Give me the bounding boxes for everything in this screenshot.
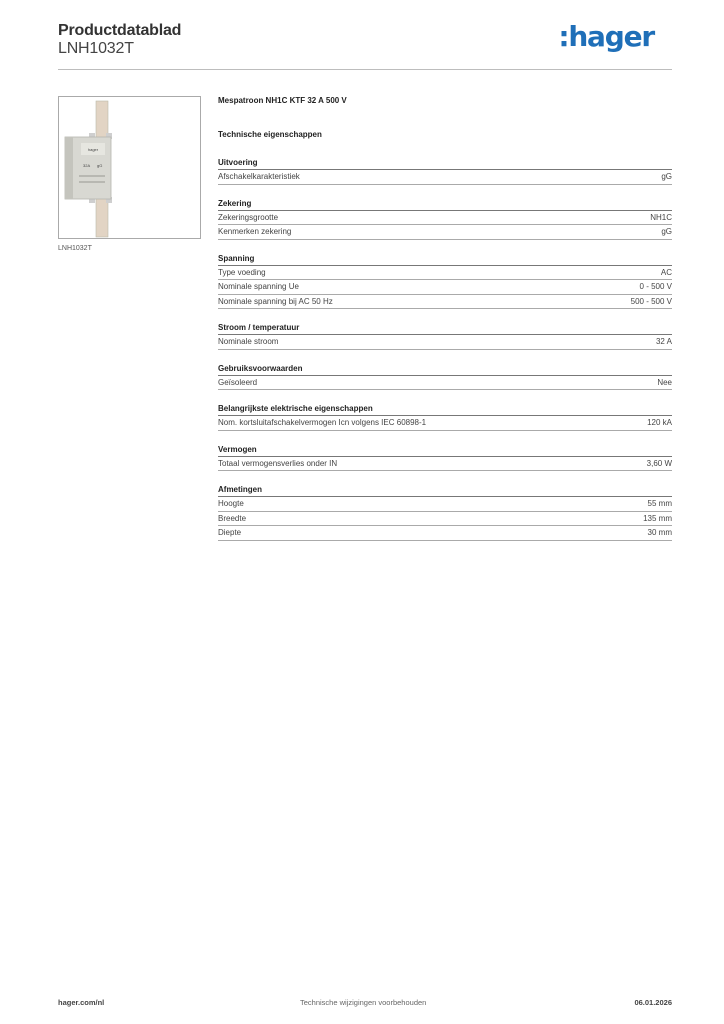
spec-value: gG [661,172,672,181]
spec-label: Nominale spanning bij AC 50 Hz [218,296,333,306]
group-title: Vermogen [218,443,672,457]
footer-disclaimer: Technische wijzigingen voorbehouden [300,998,427,1007]
spec-value: gG [661,227,672,236]
page-header [58,20,672,70]
spec-row [218,376,672,391]
header-divider [58,69,672,70]
product-code: LNH1032T [58,40,134,57]
spec-group [218,197,672,240]
spec-row [218,416,672,431]
spec-value: 120 kA [647,418,672,427]
section-heading: Technische eigenschappen [218,130,322,139]
spec-label: Nominale spanning Ue [218,282,299,291]
product-title: Mespatroon NH1C KTF 32 A 500 V [218,96,347,105]
footer-website-link[interactable]: hager.com/nl [58,998,105,1007]
spec-label: Geïsoleerd [218,377,258,387]
spec-row [218,457,672,472]
spec-label: Diepte [218,528,242,537]
footer-date: 06.01.2026 [634,998,672,1007]
group-title: Stroom / temperatuur [218,321,672,335]
spec-content [218,96,672,541]
group-title: Uitvoering [218,156,672,170]
spec-value: 30 mm [647,528,672,537]
spec-value: 135 mm [643,513,672,523]
fuse-label-rating: 32A [83,163,91,168]
spec-row [218,295,672,310]
spec-value: 32 A [655,337,672,346]
spec-group [218,252,672,310]
spec-value: Nee [657,377,672,387]
spec-row [218,280,672,295]
spec-group [218,402,672,431]
document-title: Productdatablad [58,22,182,39]
spec-label: Breedte [218,513,247,523]
spec-label: Type voeding [218,267,266,277]
spec-value: 500 - 500 V [630,296,672,306]
spec-value: 3,60 W [646,458,672,468]
spec-row [218,225,672,240]
fuse-illustration [59,97,202,240]
spec-group [218,321,672,350]
spec-row [218,497,672,512]
spec-label: Zekeringsgrootte [218,212,279,222]
spec-value: 0 - 500 V [639,282,672,291]
spec-row [218,335,672,350]
group-title: Zekering [218,197,672,211]
fuse-label-class: gG [97,163,103,168]
spec-label: Afschakelkarakteristiek [218,172,300,181]
spec-row [218,512,672,527]
spec-label: Totaal vermogensverlies onder IN [218,458,338,468]
hager-logo: :hager [558,20,654,53]
spec-row [218,526,672,541]
spec-group [218,362,672,391]
product-image [58,96,201,239]
spec-value: NH1C [650,212,672,222]
spec-label: Nominale stroom [218,337,279,346]
group-title: Gebruiksvoorwaarden [218,362,672,376]
image-caption: LNH1032T [58,245,92,252]
spec-row [218,266,672,281]
spec-group [218,156,672,185]
group-title: Afmetingen [218,483,672,497]
group-title: Belangrijkste elektrische eigenschappen [218,402,672,416]
spec-group [218,483,672,541]
spec-row [218,211,672,226]
spec-label: Kenmerken zekering [218,227,292,236]
spec-label: Hoogte [218,499,244,508]
spec-row [218,170,672,185]
group-title: Spanning [218,252,672,266]
fuse-label-brand: hager [87,147,99,152]
spec-label: Nom. kortsluitafschakelvermogen Icn volgens IEC 60898-1 [218,418,427,427]
spec-value: AC [660,267,672,277]
spec-value: 55 mm [647,499,672,508]
page-footer [58,998,672,1010]
spec-group [218,443,672,472]
